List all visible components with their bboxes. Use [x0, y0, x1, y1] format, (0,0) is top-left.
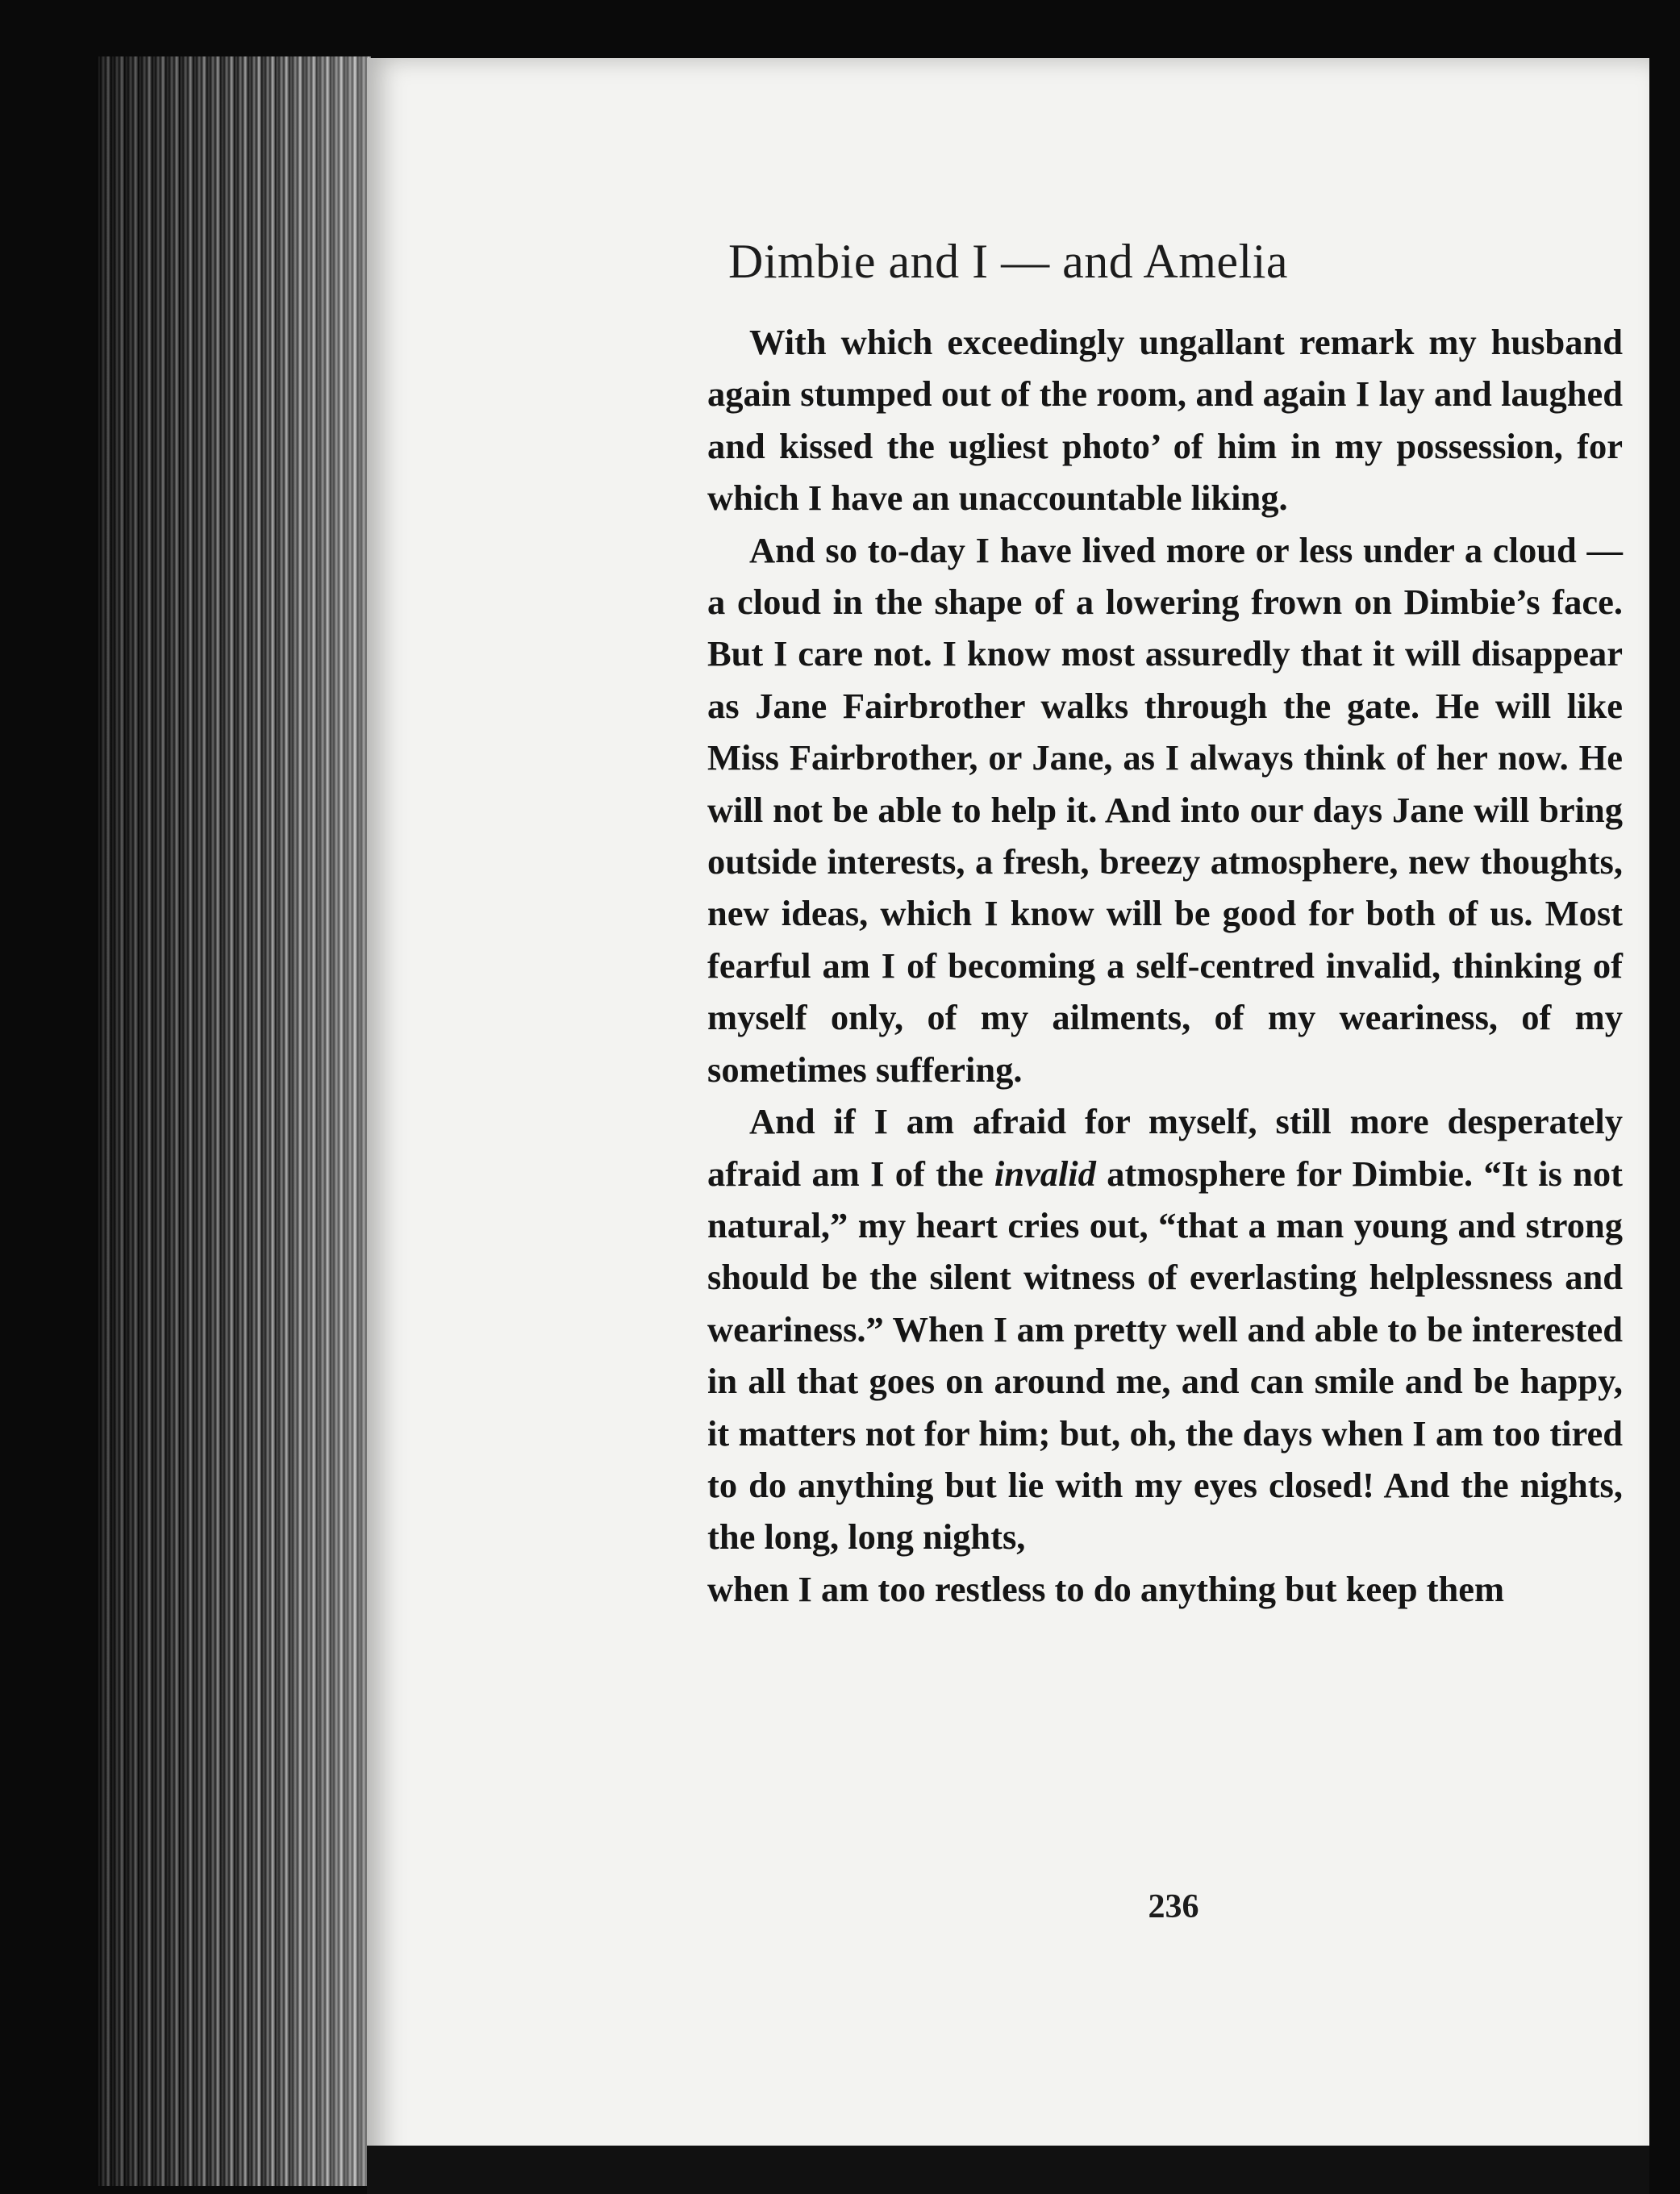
- paragraph-3-part-1: And if I am afraid for myself, still more desperately afraid am I of the: [707, 1101, 1623, 1194]
- page-edges: [97, 56, 371, 2186]
- paragraph-1: With which exceedingly ungallant remark my husband again stumped out of the room, and again I lay and laughed and kissed the ugliest photo’ of him in my possession, for which I have an unaccountable liking.: [707, 322, 1623, 519]
- body-text: [707, 316, 1623, 1615]
- paragraph-3: [707, 1095, 1623, 1563]
- paragraph-3-part-2: atmosphere for Dimbie. “It is not natural,” my heart cries out, “that a man young and strong should be the silent witness of everlasting helplessness and weariness.” When I am pretty well and able to be interested in all that goes on around me, and can smile and be happy, it matters not for him; but, oh, the days when I am too tired to do anything but lie with my eyes closed! And the nights, the long, long nights,: [707, 1153, 1623, 1558]
- page-number: 236: [1148, 1888, 1199, 1925]
- last-line: when I am too restless to do anything but keep them: [707, 1568, 1505, 1609]
- paragraph-2: And so to-day I have lived more or less under a cloud — a cloud in the shape of a lowering frown on Dimbie’s face. But I care not. I know most assuredly that it will disappear as Jane Fairbrother walks through the gate. He will like Miss Fairbrother, or Jane, as I always think of her now. He will not be able to help it. And into our days Jane will bring outside interests, a fresh, breezy atmosphere, new thoughts, new ideas, which I know will be good for both of us. Most fearful am I of becoming a self-centred invalid, thinking of myself only, of my ailments, of my weariness, of my sometimes suffering.: [707, 529, 1623, 1090]
- scan-bottom-edge: [367, 2146, 1649, 2194]
- running-head: Dimbie and I — and Amelia: [727, 235, 1288, 288]
- book-page: [367, 58, 1649, 2186]
- emphasis-invalid: invalid: [994, 1153, 1096, 1194]
